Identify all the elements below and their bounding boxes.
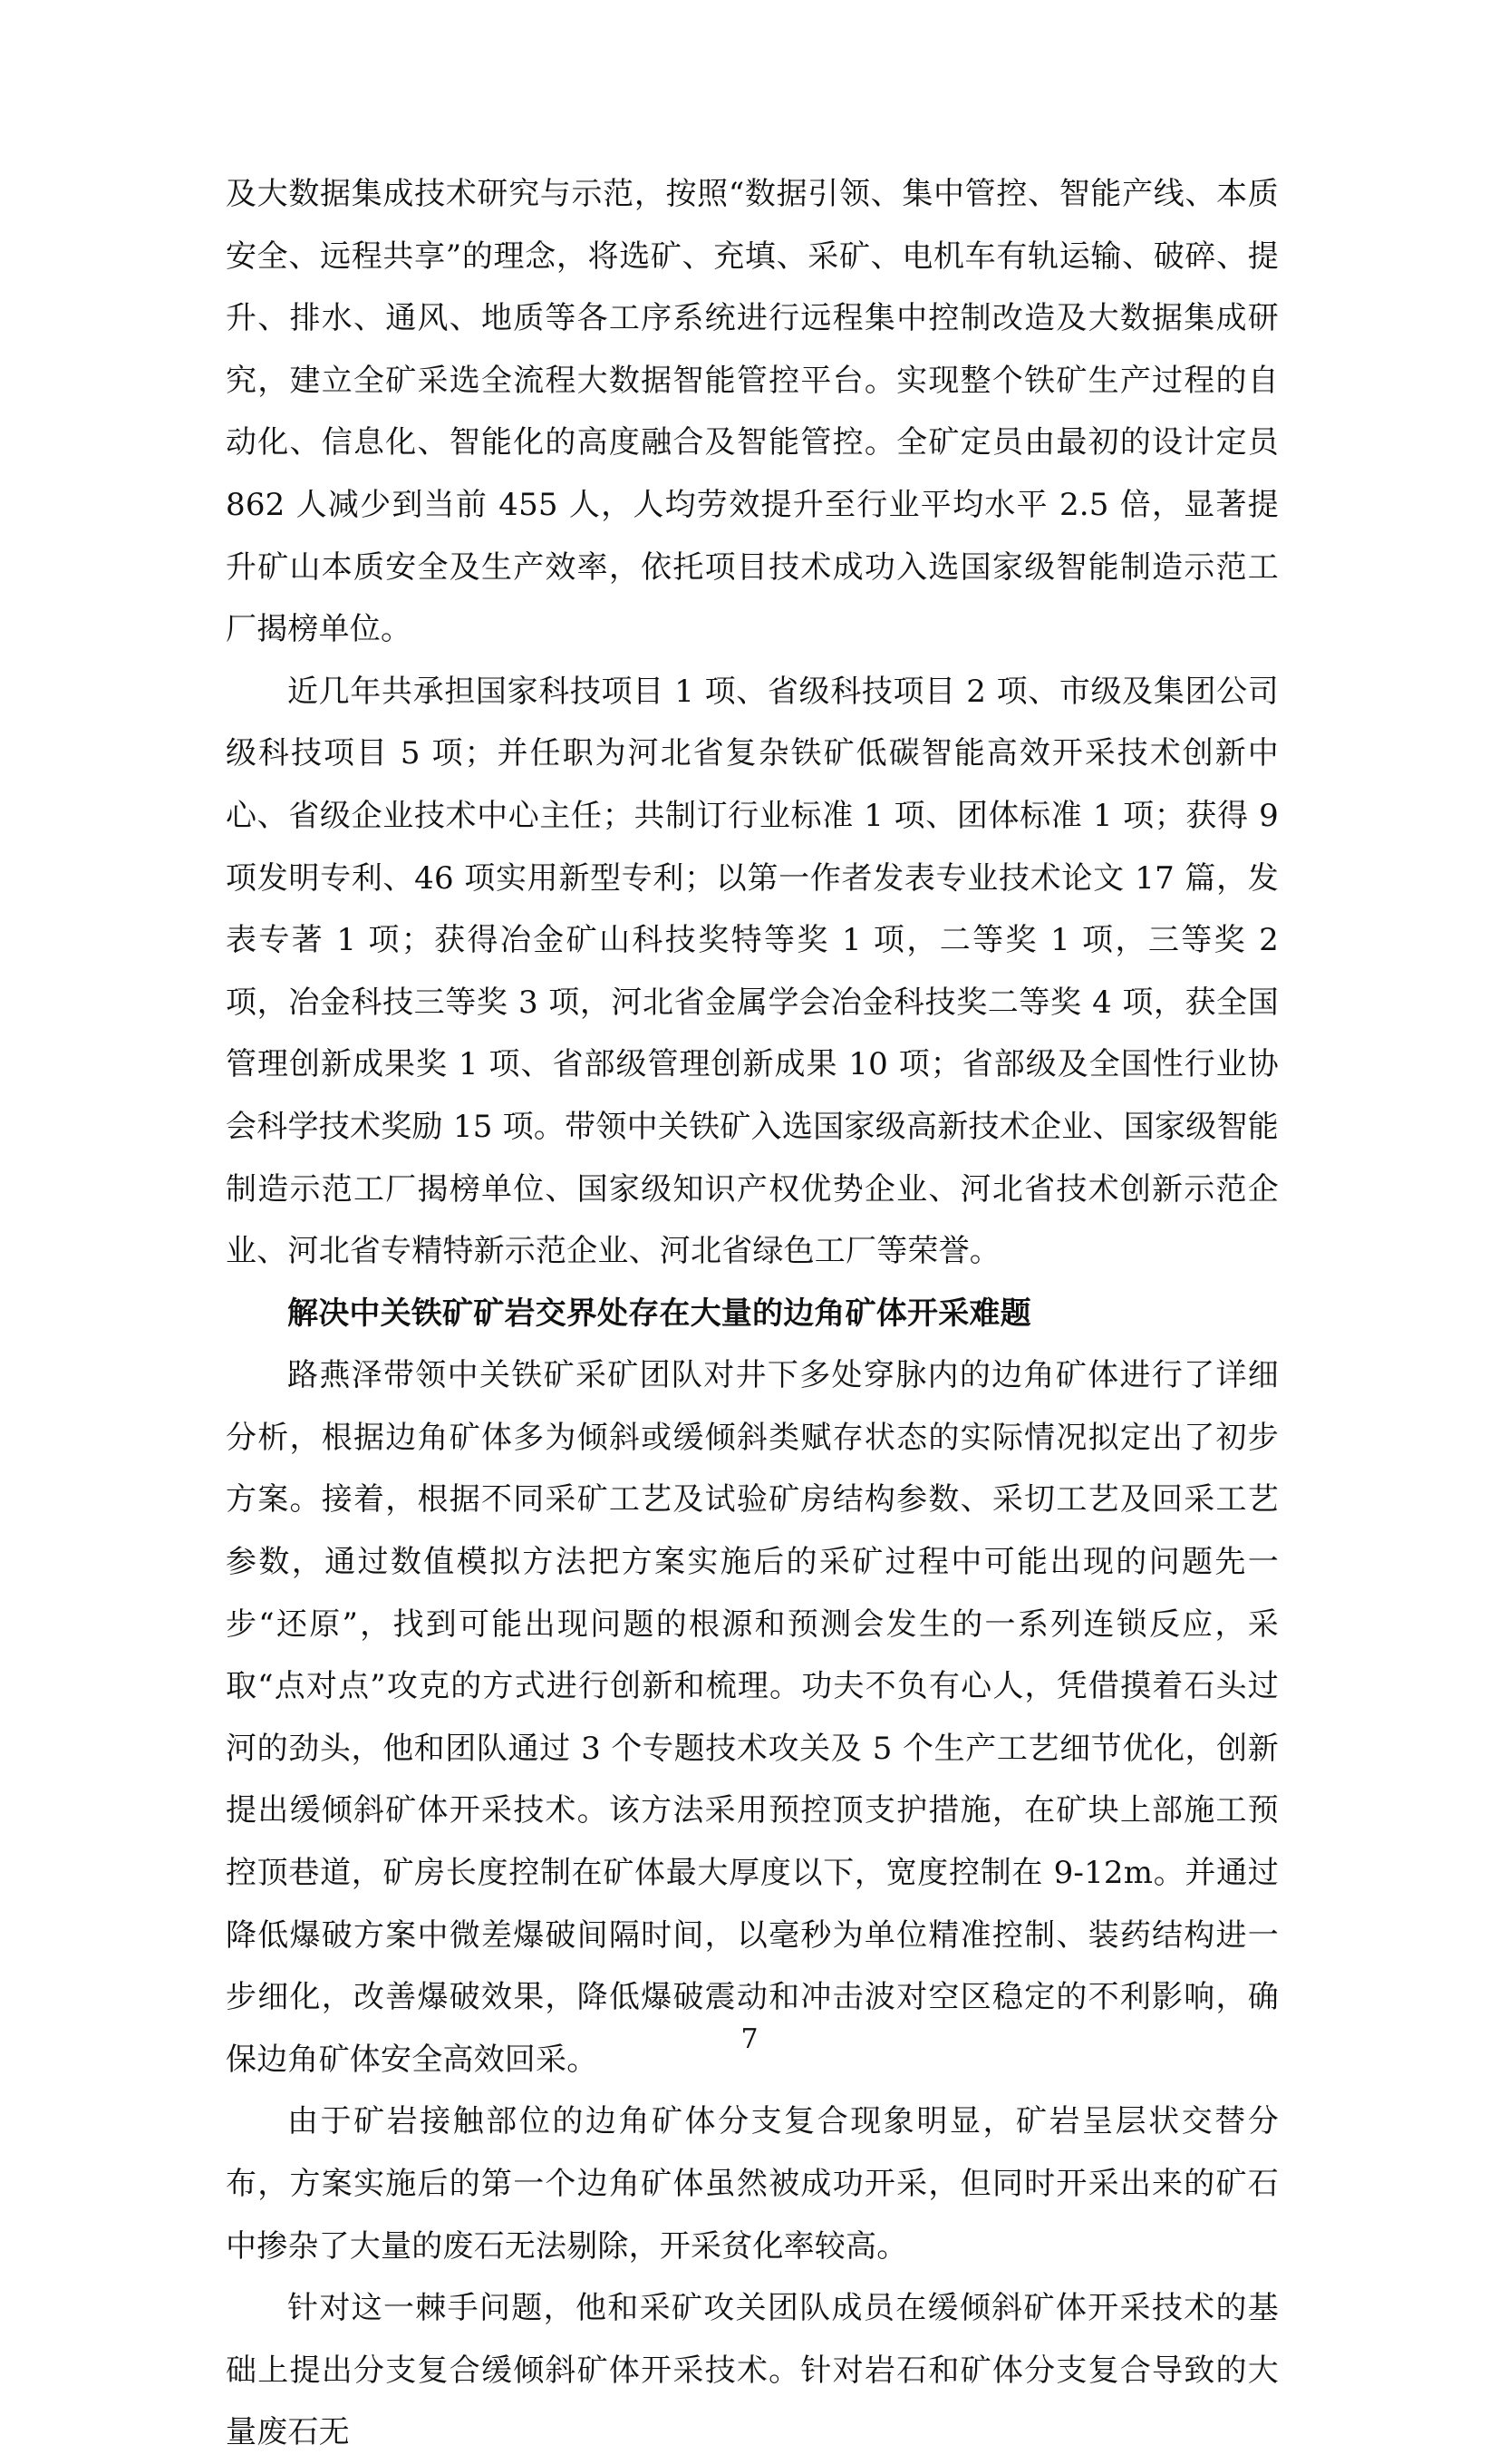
paragraph-1: 及大数据集成技术研究与示范，按照“数据引领、集中管控、智能产线、本质安全、远程共享”的理念，将选矿、充填、采矿、电机车有轨运输、破碎、提升、排水、通风、地质等各工序系统进行远程集中控制改造及大数据集成研究，建立全矿采选全流程大数据智能管控平台。实现整个铁矿生产过程的自动化、信息化、智能化的高度融合及智能管控。全矿定员由最初的设计定员 862 人减少到当前 455 人，人均劳效提升至行业平均水平 2.5 倍，显著提升矿山本质安全及生产效率，依托项目技术成功入选国家级智能制造示范工厂揭榜单位。 [226,176,1279,648]
paragraph-4: 由于矿岩接触部位的边角矿体分支复合现象明显，矿岩呈层状交替分布，方案实施后的第一个边角矿体虽然被成功开采，但同时开采出来的矿石中掺杂了大量的废石无法剔除，开采贫化率较高。 [226,2103,1279,2265]
document-body [226,163,1279,2464]
paragraph-3: 路燕泽带领中关铁矿采矿团队对井下多处穿脉内的边角矿体进行了详细分析，根据边角矿体多为倾斜或缓倾斜类赋存状态的实际情况拟定出了初步方案。接着，根据不同采矿工艺及试验矿房结构参数、采切工艺及回采工艺参数，通过数值模拟方法把方案实施后的采矿过程中可能出现的问题先一步“还原”，找到可能出现问题的根源和预测会发生的一系列连锁反应，采取“点对点”攻克的方式进行创新和梳理。功夫不负有心人，凭借摸着石头过河的劲头，他和团队通过 3 个专题技术攻关及 5 个生产工艺细节优化，创新提出缓倾斜矿体开采技术。该方法采用预控顶支护措施，在矿块上部施工预控顶巷道，矿房长度控制在矿体最大厚度以下，宽度控制在 9-12m。并通过降低爆破方案中微差爆破间隔时间，以毫秒为单位精准控制、装药结构进一步细化，改善爆破效果，降低爆破震动和冲击波对空区稳定的不利影响，确保边角矿体安全高效回采。 [226,1357,1279,2078]
section-heading: 解决中关铁矿矿岩交界处存在大量的边角矿体开采难题 [287,1295,1031,1332]
paragraph-5: 针对这一棘手问题，他和采矿攻关团队成员在缓倾斜矿体开采技术的基础上提出分支复合缓倾斜矿体开采技术。针对岩石和矿体分支复合导致的大量废石无 [226,2290,1279,2451]
page-number: 7 [740,2023,759,2055]
paragraph-2: 近几年共承担国家科技项目 1 项、省级科技项目 2 项、市级及集团公司级科技项目 5 项；并任职为河北省复杂铁矿低碳智能高效开采技术创新中心、省级企业技术中心主任；共制订行业标准 1 项、团体标准 1 项；获得 9 项发明专利、46 项实用新型专利；以第一作者发表专业技术论文 17 篇，发表专著 1 项；获得冶金矿山科技奖特等奖 1 项，二等奖 1 项，三等奖 2 项，冶金科技三等奖 3 项，河北省金属学会冶金科技奖二等奖 4 项，获全国管理创新成果奖 1 项、省部级管理创新成果 10 项；省部级及全国性行业协会科学技术奖励 15 项。带领中关铁矿入选国家级高新技术企业、国家级智能制造示范工厂揭榜单位、国家级知识产权优势企业、河北省技术创新示范企业、河北省专精特新示范企业、河北省绿色工厂等荣誉。 [226,673,1279,1270]
